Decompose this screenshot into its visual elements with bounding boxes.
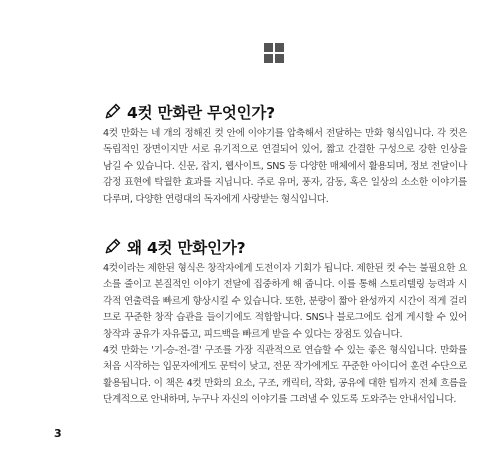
pencil-icon <box>103 238 121 256</box>
section-paragraph: 4컷이라는 제한된 형식은 창작자에게 도전이자 기회가 됩니다. 제한된 컷 수는 불필요한 요소를 줄이고 본질적인 이야기 전달에 집중하게 해 줍니다. 이를 통해 스토리텔링 능력과 시각적 연출력을 빠르게 향상시킬 수 있습니다. 또한, 분량이 짧아 완성까지 시간이 적게 걸리므로 꾸준한 창작 습관을 들이기에도 적합합니다. SNS나 블로그에도 쉽게 게시할 수 있어 창작과 공유가 자유롭고, 피드백을 빠르게 받을 수 있다는 장점도 있습니다. <box>103 263 467 340</box>
section-heading <box>103 236 245 258</box>
pencil-icon <box>103 103 121 121</box>
section-heading <box>103 101 275 123</box>
section-heading-text: 왜 4컷 만화인가? <box>127 239 246 257</box>
section-paragraph: 4컷 만화는 '기-승-전-결' 구조를 가장 직관적으로 연습할 수 있는 좋은 형식입니다. 만화를 처음 시작하는 입문자에게도 문턱이 낮고, 전문 작가에게도 꾸준한 아이디어 훈련 수단으로 활용됩니다. 이 책은 4컷 만화의 요소, 구조, 캐릭터, 작화, 공유에 대한 팁까지 전체 흐름을 단계적으로 안내하며, 누구나 자신의 이야기를 그려낼 수 있도록 도와주는 안내서입니다. <box>103 345 467 406</box>
section-paragraph: 4컷 만화는 네 개의 정해진 컷 안에 이야기를 압축해서 전달하는 만화 형식입니다. 각 컷은 독립적인 장면이지만 서로 유기적으로 연결되어 있어, 짧고 간결한 구성으로 강한 인상을 남길 수 있습니다. 신문, 잡지, 웹사이트, SNS 등 다양한 매체에서 활용되며, 정보 전달이나 감정 표현에 탁월한 효과를 지닙니다. 주로 유머, 풍자, 감동, 혹은 일상의 소소한 이야기를 다루며, 다양한 연령대의 독자에게 사랑받는 형식입니다. <box>103 128 467 205</box>
section-heading-text: 4컷 만화란 무엇인가? <box>127 104 275 122</box>
page-number: 3 <box>54 427 62 440</box>
four-squares-icon <box>264 43 284 63</box>
